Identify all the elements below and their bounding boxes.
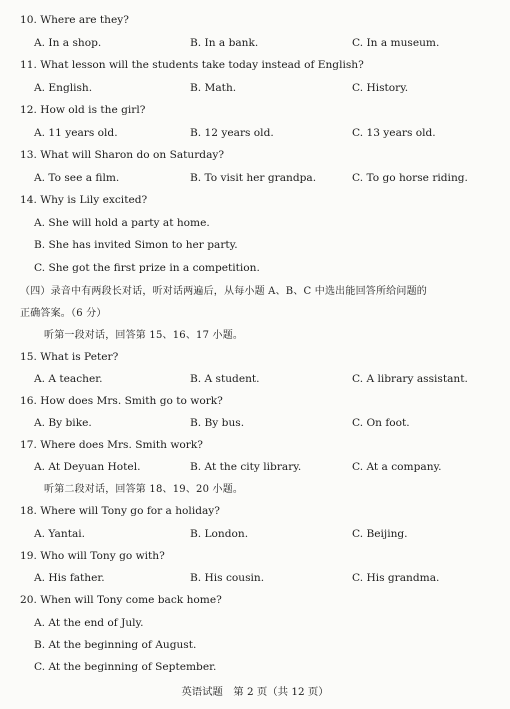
question-15: 15. What is Peter? — [20, 351, 119, 363]
dialog2-instruction: 听第二段对话，回答第 18、19、20 小题。 — [44, 484, 244, 495]
option-17c: C. At a company. — [352, 461, 442, 473]
option-18a: A. Yantai. — [34, 528, 86, 540]
question-11: 11. What lesson will the students take today instead of English? — [20, 59, 364, 71]
option-15a: A. A teacher. — [34, 373, 103, 385]
question-10: 10. Where are they? — [20, 14, 129, 26]
question-16: 16. How does Mrs. Smith go to work? — [20, 395, 223, 407]
question-19: 19. Who will Tony go with? — [20, 550, 165, 562]
question-12: 12. How old is the girl? — [20, 104, 146, 116]
dialog1-instruction: 听第一段对话，回答第 15、16、17 小题。 — [44, 330, 244, 341]
page-footer: 英语试题 第 2 页（共 12 页） — [181, 686, 329, 698]
option-17a: A. At Deyuan Hotel. — [34, 461, 141, 473]
option-16a: A. By bike. — [34, 417, 92, 429]
question-14: 14. Why is Lily excited? — [20, 194, 148, 206]
option-13a: A. To see a film. — [34, 172, 120, 184]
option-13c: C. To go horse riding. — [352, 172, 468, 184]
section4-instruction-line2: 正确答案。（6 分） — [20, 308, 107, 319]
question-13: 13. What will Sharon do on Saturday? — [20, 149, 225, 161]
option-10a: A. In a shop. — [34, 37, 102, 49]
option-11b: B. Math. — [190, 82, 237, 94]
option-13b: B. To visit her grandpa. — [190, 172, 317, 184]
option-19c: C. His grandma. — [352, 572, 440, 584]
option-11a: A. English. — [34, 82, 93, 94]
option-15c: C. A library assistant. — [352, 373, 468, 385]
option-11c: C. History. — [352, 82, 409, 94]
question-20: 20. When will Tony come back home? — [20, 594, 222, 606]
option-16b: B. By bus. — [190, 417, 245, 429]
option-12c: C. 13 years old. — [352, 127, 436, 139]
option-16c: C. On foot. — [352, 417, 410, 429]
option-20a: A. At the end of July. — [34, 617, 144, 629]
option-18c: C. Beijing. — [352, 528, 408, 540]
option-18b: B. London. — [190, 528, 249, 540]
option-20c: C. At the beginning of September. — [34, 661, 217, 673]
option-17b: B. At the city library. — [190, 461, 302, 473]
option-19b: B. His cousin. — [190, 572, 265, 584]
option-20b: B. At the beginning of August. — [34, 639, 197, 651]
option-15b: B. A student. — [190, 373, 260, 385]
option-19a: A. His father. — [34, 572, 105, 584]
option-10b: B. In a bank. — [190, 37, 259, 49]
option-14c: C. She got the first prize in a competition. — [34, 262, 260, 274]
option-10c: C. In a museum. — [352, 37, 440, 49]
option-12a: A. 11 years old. — [34, 127, 118, 139]
option-14a: A. She will hold a party at home. — [34, 217, 210, 229]
option-14b: B. She has invited Simon to her party. — [34, 239, 238, 251]
section4-instruction-line1: （四）录音中有两段长对话，听对话两遍后，从每小题 A、B、C 中选出能回答所给问题的 — [20, 286, 427, 297]
option-12b: B. 12 years old. — [190, 127, 274, 139]
question-18: 18. Where will Tony go for a holiday? — [20, 505, 220, 517]
question-17: 17. Where does Mrs. Smith work? — [20, 439, 203, 451]
